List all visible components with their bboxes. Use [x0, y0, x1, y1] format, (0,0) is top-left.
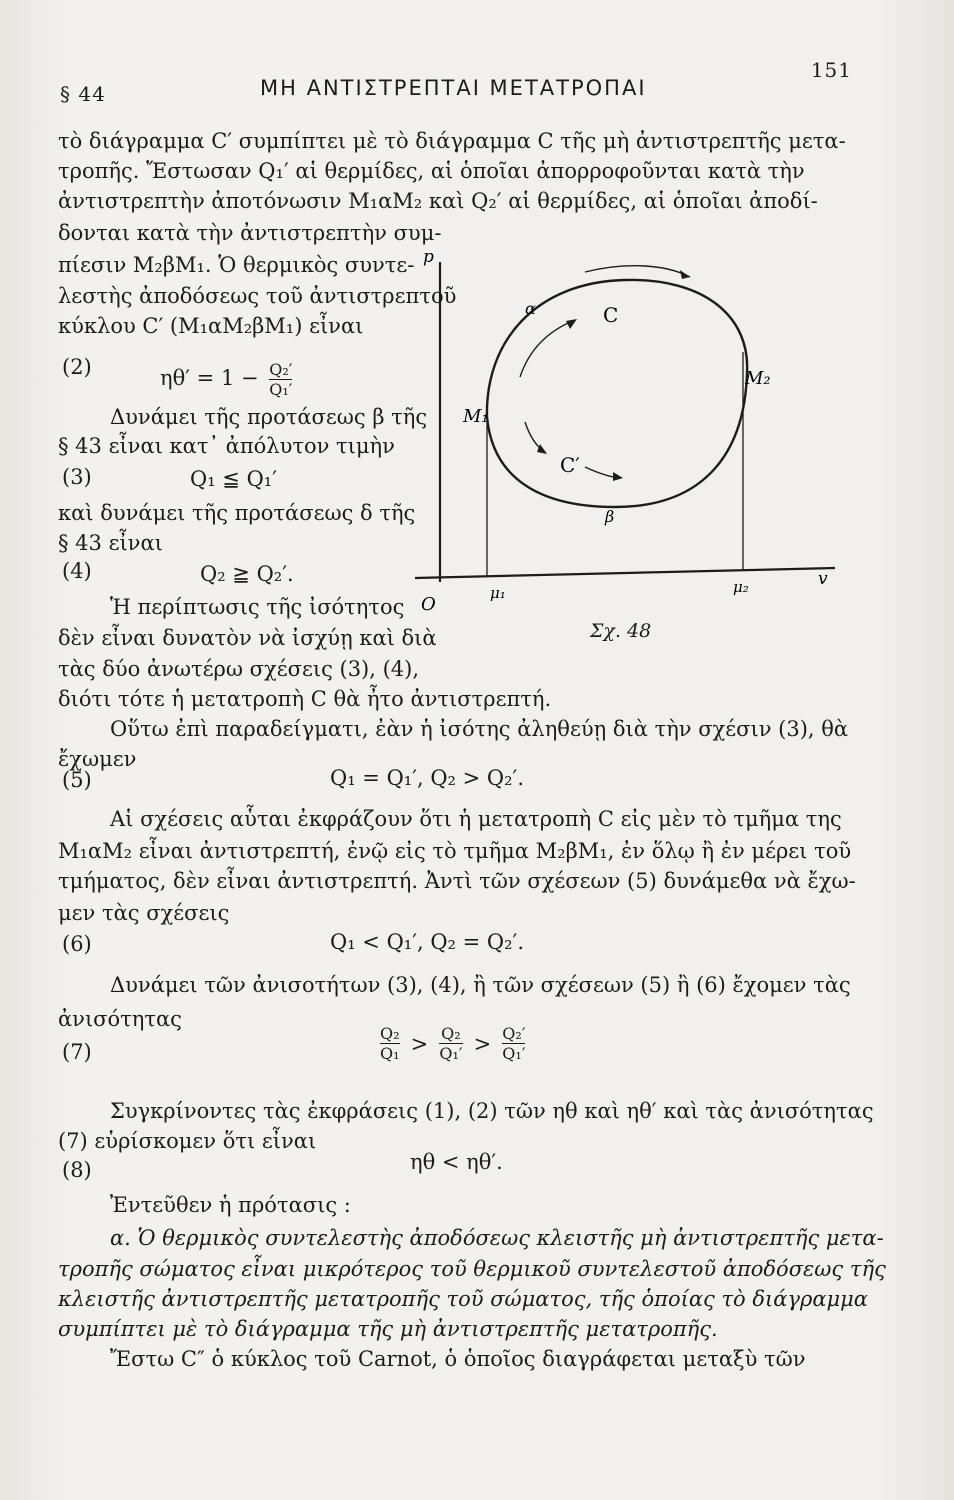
equation-number: (3)	[62, 465, 92, 489]
arrowhead-top	[680, 270, 690, 279]
label-mu2: μ₂	[733, 578, 749, 596]
equation-number: (7)	[62, 1040, 92, 1064]
v-axis	[415, 568, 835, 578]
label-p: p	[423, 247, 434, 267]
text-line: § 43 εἶναι	[58, 531, 163, 555]
denominator: Q₁′	[269, 380, 293, 399]
proposition-line: α. Ὁ θερμικὸς συντελεστὴς ἀποδόσεως κλειστῆς μὴ ἀντιστρεπτῆς μετα-	[110, 1226, 884, 1250]
equation-number: (6)	[62, 932, 92, 956]
equation-number: (8)	[62, 1158, 92, 1182]
numerator: Q₂′	[269, 360, 293, 379]
equation-3: Q₁ ≦ Q₁′	[190, 467, 277, 491]
text-line: τροπῆς. Ἔστωσαν Q₁′ αἱ θερμίδες, αἱ ὁποῖαι ἀπορροφοῦνται κατὰ τὴν	[58, 159, 805, 183]
label-M1: M₁	[463, 406, 489, 427]
running-title: ΜΗ ΑΝΤΙΣΤΡΕΠΤΑΙ ΜΕΤΑΤΡΟΠΑΙ	[260, 76, 647, 100]
greater-than: >	[410, 1031, 429, 1056]
equation-4: Q₂ ≧ Q₂′.	[200, 562, 294, 586]
proposition-line: τροπῆς σώματος εἶναι μικρότερος τοῦ θερμικοῦ συντελεστοῦ ἀποδόσεως τῆς	[58, 1257, 886, 1281]
label-C: C	[603, 303, 619, 327]
text-line: Συγκρίνοντες τὰς ἐκφράσεις (1), (2) τῶν ηθ καὶ ηθ′ καὶ τὰς ἀνισότητας	[110, 1099, 874, 1123]
text-line: δὲν εἶναι δυνατὸν νὰ ἰσχύῃ καὶ διὰ	[58, 626, 437, 650]
text-line: ἀντιστρεπτὴν ἀποτόνωσιν M₁αM₂ καὶ Q₂′ αἱ θερμίδες, αἱ ὁποῖαι ἀποδί-	[58, 189, 818, 213]
text-line: Αἱ σχέσεις αὗται ἐκφράζουν ὅτι ἡ μετατροπὴ C εἰς μὲν τὸ τμῆμα της	[110, 807, 842, 831]
arrowhead-a	[566, 319, 577, 329]
label-v: v	[818, 569, 828, 589]
label-origin: O	[421, 594, 436, 615]
text-line: ἀνισότητας	[58, 1007, 182, 1031]
text-line: (7) εὑρίσκομεν ὅτι εἶναι	[58, 1129, 317, 1153]
section-number: § 44	[60, 82, 106, 106]
text-line: κύκλου C′ (M₁αM₂βM₁) εἶναι	[58, 314, 364, 338]
equation-6: Q₁ < Q₁′, Q₂ = Q₂′.	[330, 930, 524, 954]
equation-number: (2)	[62, 355, 92, 379]
label-alpha: α	[525, 299, 536, 318]
fraction	[380, 1024, 400, 1063]
equation-5: Q₁ = Q₁′, Q₂ > Q₂′.	[330, 766, 524, 790]
text-line: τμήματος, δὲν εἶναι ἀντιστρεπτή. Ἀντὶ τῶν σχέσεων (5) δυνάμεθα νὰ ἔχω-	[58, 869, 856, 893]
denominator: Q₁	[380, 1044, 400, 1063]
text-line: ἔχωμεν	[58, 747, 137, 771]
text-line: M₁αM₂ εἶναι ἀντιστρεπτή, ἐνῷ εἰς τὸ τμῆμα M₂βM₁, ἐν ὅλῳ ἢ ἐν μέρει τοῦ	[58, 839, 852, 863]
equation-2	[160, 360, 292, 399]
text-line: καὶ δυνάμει τῆς προτάσεως δ τῆς	[58, 501, 416, 525]
text-line: Δυνάμει τῆς προτάσεως β τῆς	[110, 405, 428, 429]
text-line: Ἐντεῦθεν ἡ πρότασις :	[110, 1193, 351, 1217]
text-line: Οὕτω ἐπὶ παραδείγματι, ἐὰν ἡ ἰσότης ἀληθεύῃ διὰ τὴν σχέσιν (3), θὰ	[110, 717, 849, 741]
equation-number: (4)	[62, 559, 92, 583]
equation-7	[380, 1024, 525, 1063]
text-line: πίεσιν M₂βM₁. Ὁ θερμικὸς συντε-	[58, 253, 415, 277]
numerator: Q₂	[380, 1024, 400, 1043]
fraction	[269, 360, 292, 399]
arrow-top	[585, 266, 690, 277]
denominator: Q₁′	[439, 1044, 463, 1063]
numerator: Q₂	[441, 1024, 461, 1043]
equation-number: (5)	[62, 768, 92, 792]
arrow-a	[520, 320, 575, 377]
text-line: τὸ διάγραμμα C′ συμπίπτει μὲ τὸ διάγραμμα C τῆς μὴ ἀντιστρεπτῆς μετα-	[58, 129, 846, 153]
arrowhead-left	[537, 444, 547, 454]
equation-8: ηθ < ηθ′.	[410, 1150, 503, 1174]
text-line: § 43 εἶναι κατ᾽ ἀπόλυτον τιμὴν	[58, 434, 395, 458]
text-line: δονται κατὰ τὴν ἀντιστρεπτὴν συμ-	[58, 221, 442, 245]
text-line: διότι τότε ἡ μετατροπὴ C θὰ ἦτο ἀντιστρεπτή.	[58, 687, 552, 711]
page-number: 151	[810, 58, 852, 82]
label-beta: β	[605, 507, 615, 526]
text-line: λεστὴς ἀποδόσεως τοῦ ἀντιστρεπτοῦ	[58, 284, 457, 308]
proposition-line: συμπίπτει μὲ τὸ διάγραμμα τῆς μὴ ἀντιστρεπτῆς μετατροπῆς.	[58, 1317, 718, 1341]
text-line: τὰς δύο ἀνωτέρω σχέσεις (3), (4),	[58, 657, 420, 681]
equation-lhs: ηθ′ = 1 −	[160, 366, 259, 390]
text-line: Ἔστω C″ ὁ κύκλος τοῦ Carnot, ὁ ὁποῖος διαγράφεται μεταξὺ τῶν	[110, 1347, 806, 1371]
page-header	[60, 58, 900, 106]
denominator: Q₁′	[502, 1044, 526, 1063]
label-M2: M₂	[745, 368, 771, 389]
label-C-prime: C′	[560, 453, 580, 477]
fraction	[439, 1024, 462, 1063]
arrowhead-b	[613, 472, 623, 481]
numerator: Q₂′	[502, 1024, 526, 1043]
greater-than: >	[473, 1031, 492, 1056]
text-line: Ἡ περίπτωσις τῆς ἰσότητος	[110, 595, 405, 619]
text-line: μεν τὰς σχέσεις	[58, 901, 230, 925]
text-line: Δυνάμει τῶν ἀνισοτήτων (3), (4), ἢ τῶν σχέσεων (5) ἢ (6) ἔχομεν τὰς	[110, 973, 851, 997]
fraction	[502, 1024, 525, 1063]
pv-diagram	[415, 222, 835, 642]
proposition-line: κλειστῆς ἀντιστρεπτῆς μετατροπῆς τοῦ σώματος, τῆς ὁποίας τὸ διάγραμμα	[58, 1287, 868, 1311]
figure-caption: Σχ. 48	[590, 620, 652, 642]
label-mu1: μ₁	[490, 584, 506, 602]
